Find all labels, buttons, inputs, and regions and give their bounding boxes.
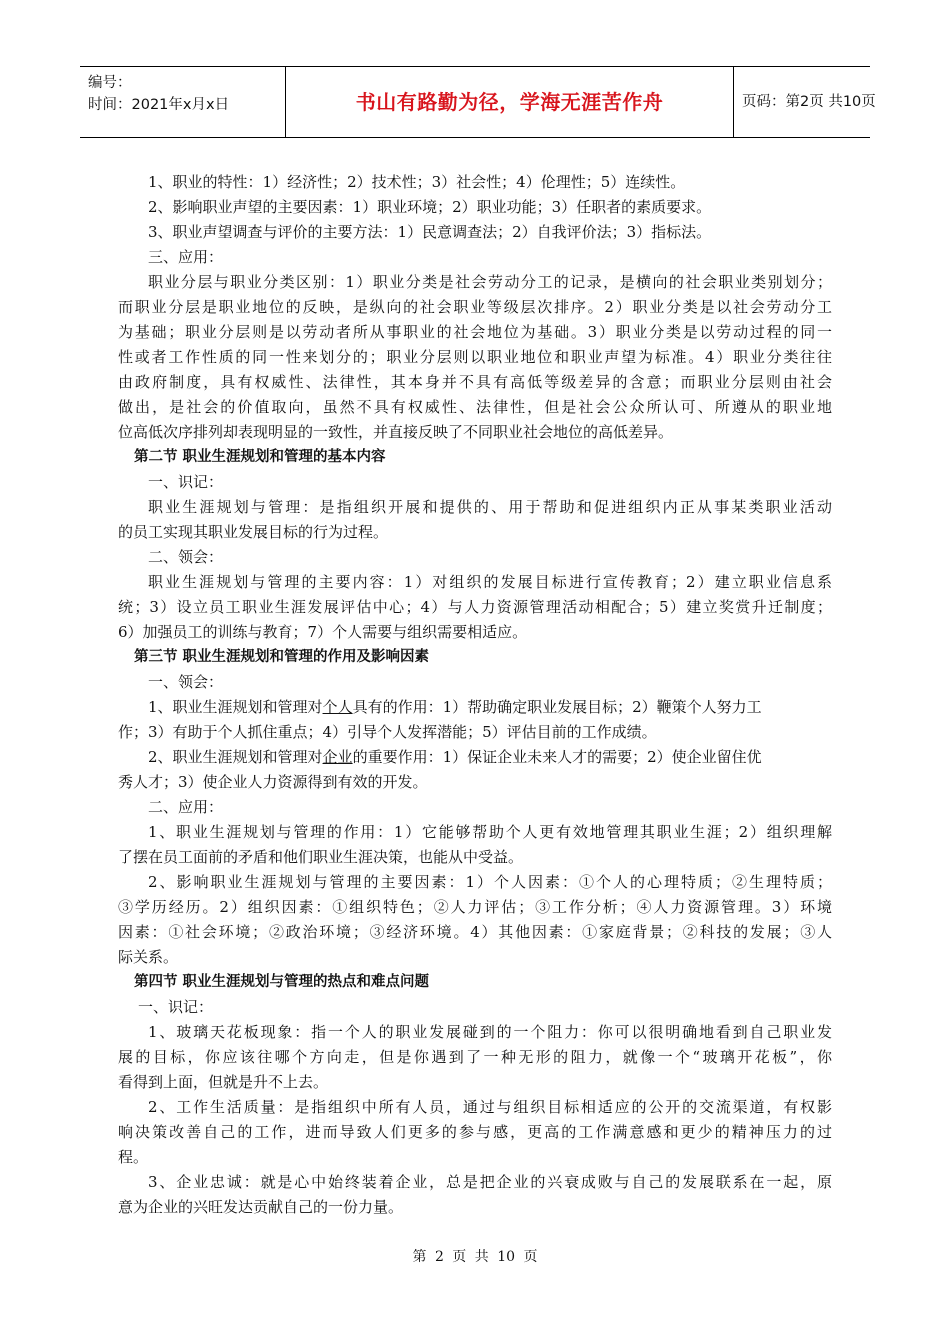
paragraph-line: 因素：①社会环境；②政治环境；③经济环境。4）其他因素：①家庭背景；②科技的发展；③人: [118, 923, 832, 941]
paragraph-line: 2、影响职业生涯规划与管理的主要因素：1）个人因素：①个人的心理特质；②生理特质；: [148, 873, 832, 891]
paragraph-line: 际关系。: [118, 948, 179, 966]
page-footer: 第 2 页 共 10 页: [412, 1249, 538, 1265]
paragraph-line: 由政府制度，具有权威性、法律性，其本身并不具有高低等级差异的含意；而职业分层则由社会: [118, 373, 832, 391]
subheading: 一、识记：: [138, 998, 214, 1016]
paragraph-line: 2、工作生活质量：是指组织中所有人员，通过与组织目标相适应的公开的交流渠道，有权影: [148, 1098, 832, 1116]
paragraph-line: 看得到上面，但就是升不上去。: [118, 1073, 329, 1091]
underlined-term: 个人: [322, 698, 353, 716]
paragraph-line: ③学历经历。2）组织因素：①组织特色；②人力评估；③工作分析；④人力资源管理。3）环境: [118, 898, 832, 916]
paragraph-line: 展的目标，你应该往哪个方向走，但是你遇到了一种无形的阻力，就像一个“玻璃开花板”，你: [118, 1048, 832, 1066]
paragraph-line: 意为企业的兴旺发达贡献自己的一份力量。: [118, 1198, 404, 1216]
paragraph-line: 作；3）有助于个人抓住重点；4）引导个人发挥潜能；5）评估目前的工作成绩。: [118, 723, 657, 741]
paragraph-line: 的员工实现其职业发展目标的行为过程。: [118, 523, 389, 541]
page-header: [80, 66, 876, 138]
document-body: [118, 170, 832, 1220]
section-heading: 第四节 职业生涯规划与管理的热点和难点问题: [134, 974, 430, 990]
paragraph-line: 职业分层与职业分类区别：1）职业分类是社会劳动分工的记录，是横向的社会职业类别划分；: [148, 273, 832, 291]
subheading: 二、应用：: [148, 798, 224, 816]
subheading: 一、领会：: [148, 673, 224, 691]
paragraph-line: 职业生涯规划与管理的主要内容：1）对组织的发展目标进行宣传教育；2）建立职业信息系: [148, 573, 832, 591]
paragraph-line: 而职业分层是职业地位的反映，是纵向的社会职业等级层次排序。2）职业分类是以社会劳动分工: [118, 298, 832, 316]
paragraph-line: 2、影响职业声望的主要因素：1）职业环境；2）职业功能；3）任职者的素质要求。: [148, 198, 712, 216]
paragraph-line: 3、企业忠诚：就是心中始终装着企业，总是把企业的兴衰成败与自己的发展联系在一起，原: [148, 1173, 832, 1191]
paragraph-line: 了摆在员工面前的矛盾和他们职业生涯决策，也能从中受益。: [118, 848, 524, 866]
paragraph-line: 6）加强员工的训练与教育；7）个人需要与组织需要相适应。: [118, 623, 528, 641]
header-motto: 书山有路勤为径，学海无涯苦作舟: [285, 67, 734, 137]
paragraph-line: 3、职业声望调查与评价的主要方法：1）民意调查法；2）自我评价法；3）指标法。: [148, 223, 712, 241]
paragraph-line: 做出，是社会的价值取向，虽然不具有权威性、法律性，但是社会公众所认可、所遵从的职业地: [118, 398, 832, 416]
underlined-term: 企业: [322, 748, 353, 766]
paragraph-line: [118, 695, 832, 720]
paragraph-line: 程。: [118, 1148, 149, 1166]
paragraph-line: 响决策改善自己的工作，进而导致人们更多的参与感，更高的工作满意感和更少的精神压力的过: [118, 1123, 832, 1141]
time-label: 时间：2021年x月x日: [88, 97, 230, 113]
line-text: 1、职业生涯规划和管理对: [148, 698, 323, 716]
paragraph-line: 为基础；职业分层则是以劳动者所从事职业的社会地位为基础。3）职业分类是以劳动过程的同一: [118, 323, 832, 341]
number-label: 编号：: [88, 75, 132, 91]
paragraph-line: 1、玻璃天花板现象：指一个人的职业发展碰到的一个阻力：你可以很明确地看到自己职业发: [148, 1023, 832, 1041]
header-meta: [80, 67, 285, 137]
paragraph-line: 位高低次序排列却表现明显的一致性，并直接反映了不同职业社会地位的高低差异。: [118, 423, 674, 441]
subheading: 一、识记：: [148, 473, 224, 491]
paragraph-line: 性或者工作性质的同一性来划分的；职业分层则以职业地位和职业声望为标准。4）职业分类往往: [118, 348, 832, 366]
line-text: 的重要作用：1）保证企业未来人才的需要；2）使企业留住优: [352, 748, 762, 766]
paragraph-line: 职业生涯规划与管理：是指组织开展和提供的、用于帮助和促进组织内正从事某类职业活动: [148, 498, 832, 516]
paragraph-line: 秀人才；3）使企业人力资源得到有效的开发。: [118, 773, 428, 791]
line-text: 具有的作用：1）帮助确定职业发展目标；2）鞭策个人努力工: [352, 698, 762, 716]
paragraph-line: [118, 745, 832, 770]
line-text: 2、职业生涯规划和管理对: [148, 748, 323, 766]
subheading: 三、应用：: [148, 248, 224, 266]
section-heading: 第二节 职业生涯规划和管理的基本内容: [134, 449, 386, 465]
header-page-label: 页码：第2页 共10页: [742, 94, 876, 110]
paragraph-line: 统；3）设立员工职业生涯发展评估中心；4）与人力资源管理活动相配合；5）建立奖赏升迁制度；: [118, 598, 832, 616]
section-heading: 第三节 职业生涯规划和管理的作用及影响因素: [134, 649, 430, 665]
paragraph-line: 1、职业生涯规划与管理的作用：1）它能够帮助个人更有效地管理其职业生涯；2）组织理解: [148, 823, 832, 841]
subheading: 二、领会：: [148, 548, 224, 566]
paragraph-line: 1、职业的特性：1）经济性；2）技术性；3）社会性；4）伦理性；5）连续性。: [148, 173, 686, 191]
